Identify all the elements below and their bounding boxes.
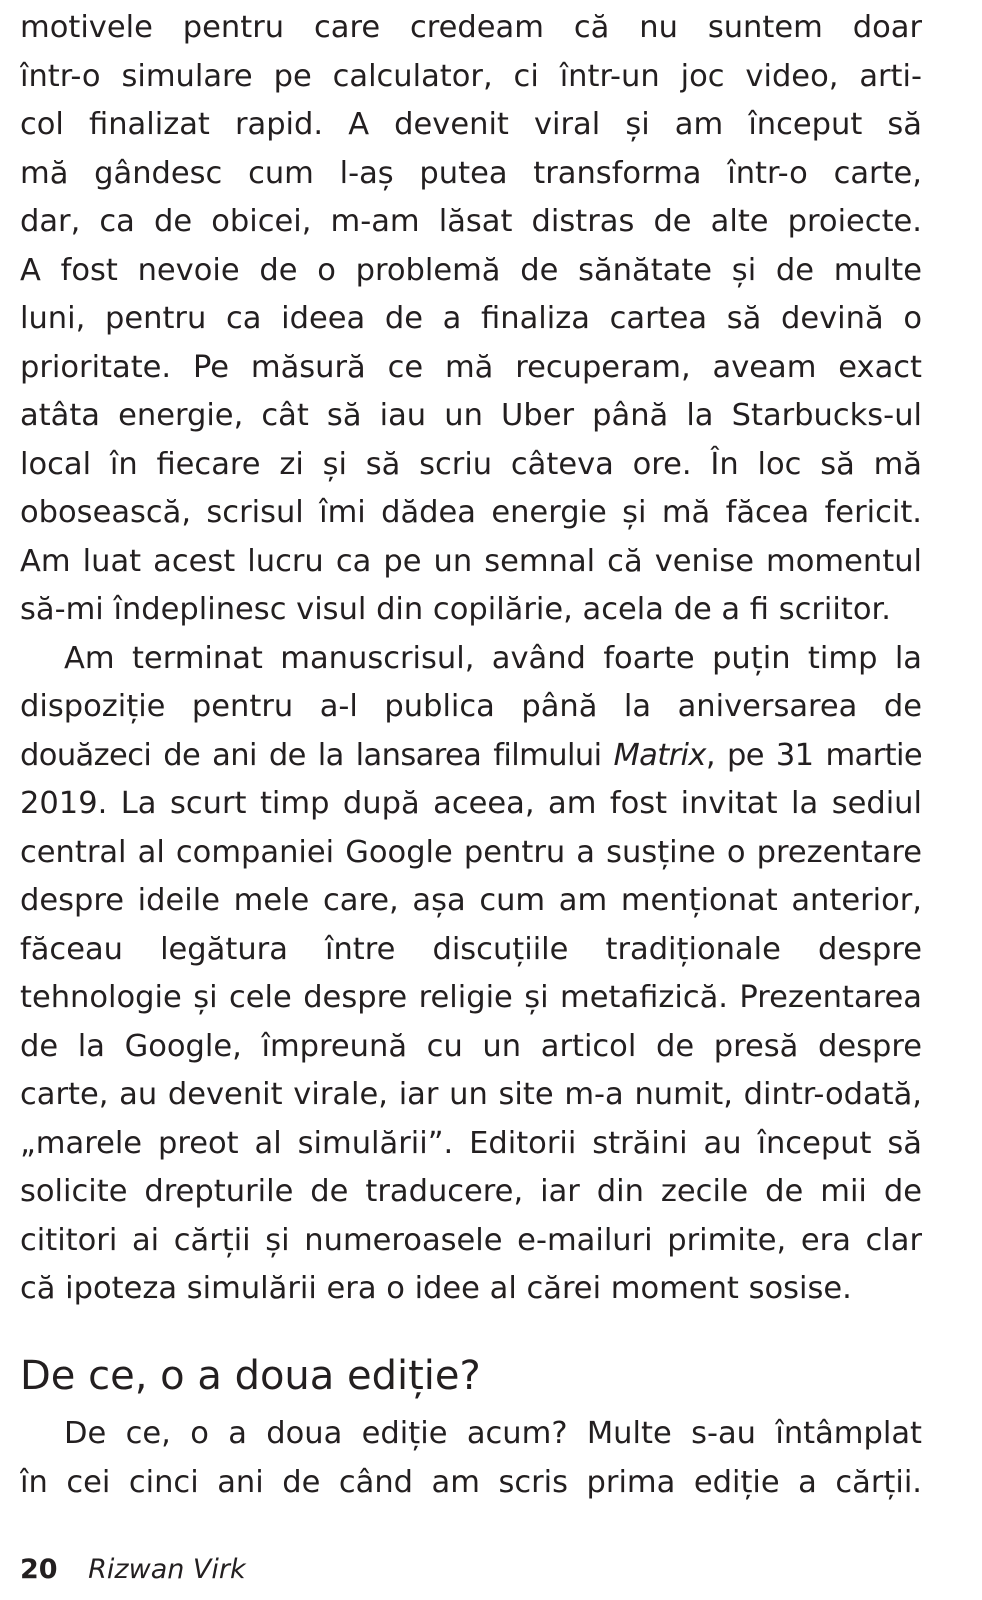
text-line: Am terminat manuscrisul, având foarte puțin timp la	[64, 640, 922, 676]
paragraph-2	[20, 635, 922, 1314]
text-line: că ipoteza simulării era o idee al cărei moment sosise.	[20, 1271, 852, 1306]
text-line: făceau legătura între discuțiile tradiționale despre	[20, 931, 922, 967]
text-line: dar, ca de obicei, m-am lăsat distras de alte proiecte.	[20, 204, 922, 239]
text-segment: , pe 31 martie	[705, 737, 922, 773]
text-segment: douăzeci de ani de la lansarea filmului	[20, 737, 614, 773]
text-line: solicite drepturile de traducere, iar din zecile de mii de	[20, 1174, 922, 1209]
text-line: atâta energie, cât să iau un Uber până la Starbucks-ul	[20, 398, 922, 433]
text-line: carte, au devenit virale, iar un site m-a numit, dintr-odată,	[20, 1077, 922, 1112]
text-line: luni, pentru ca ideea de a finaliza cartea să devină o	[20, 301, 922, 336]
text-line: despre ideile mele care, așa cum am menționat anterior,	[20, 883, 922, 918]
text-line: obosească, scrisul îmi dădea energie și mă făcea fericit.	[20, 495, 922, 530]
text-line: Am luat acest lucru ca pe un semnal că venise momentul	[20, 543, 922, 579]
text-line: într-o simulare pe calculator, ci într-un joc video, arti-	[20, 58, 922, 94]
text-line: cititori ai cărții și numeroasele e-mailuri primite, era clar	[20, 1222, 922, 1258]
text-line: central al companiei Google pentru a susține o prezentare	[20, 834, 922, 870]
text-line	[20, 732, 922, 781]
text-line: prioritate. Pe măsură ce mă recuperam, aveam exact	[20, 349, 922, 385]
text-line: dispoziție pentru a-l publica până la aniversarea de	[20, 689, 922, 724]
text-line: motivele pentru care credeam că nu suntem doar	[20, 10, 922, 45]
text-line: de la Google, împreună cu un articol de presă despre	[20, 1028, 922, 1064]
page-footer	[20, 1550, 246, 1590]
text-line: 2019. La scurt timp după aceea, am fost invitat la sediul	[20, 786, 922, 821]
text-line: mă gândesc cum l-aș putea transforma într-o carte,	[20, 155, 922, 191]
text-line: în cei cinci ani de când am scris prima ediție a cărții.	[20, 1464, 922, 1500]
text-line: local în fiecare zi și să scriu câteva ore. În loc să mă	[20, 446, 922, 482]
text-line: să-mi îndeplinesc visul din copilărie, acela de a fi scriitor.	[20, 592, 891, 627]
running-author: Rizwan Virk	[88, 1554, 246, 1585]
section-heading: De ce, o a doua ediție?	[20, 1353, 481, 1399]
text-line: A fost nevoie de o problemă de sănătate și de multe	[20, 252, 922, 288]
paragraph-1	[20, 4, 922, 635]
text-line: „marele preot al simulării”. Editorii străini au început să	[20, 1125, 922, 1161]
text-line: De ce, o a doua ediție acum? Multe s-au întâmplat	[64, 1416, 922, 1451]
page-number: 20	[20, 1554, 58, 1585]
section-paragraph	[20, 1410, 922, 1507]
film-title: Matrix	[613, 737, 706, 773]
text-line: tehnologie și cele despre religie și metafizică. Prezentarea	[20, 980, 922, 1015]
text-line: col finalizat rapid. A devenit viral și am început să	[20, 107, 922, 142]
